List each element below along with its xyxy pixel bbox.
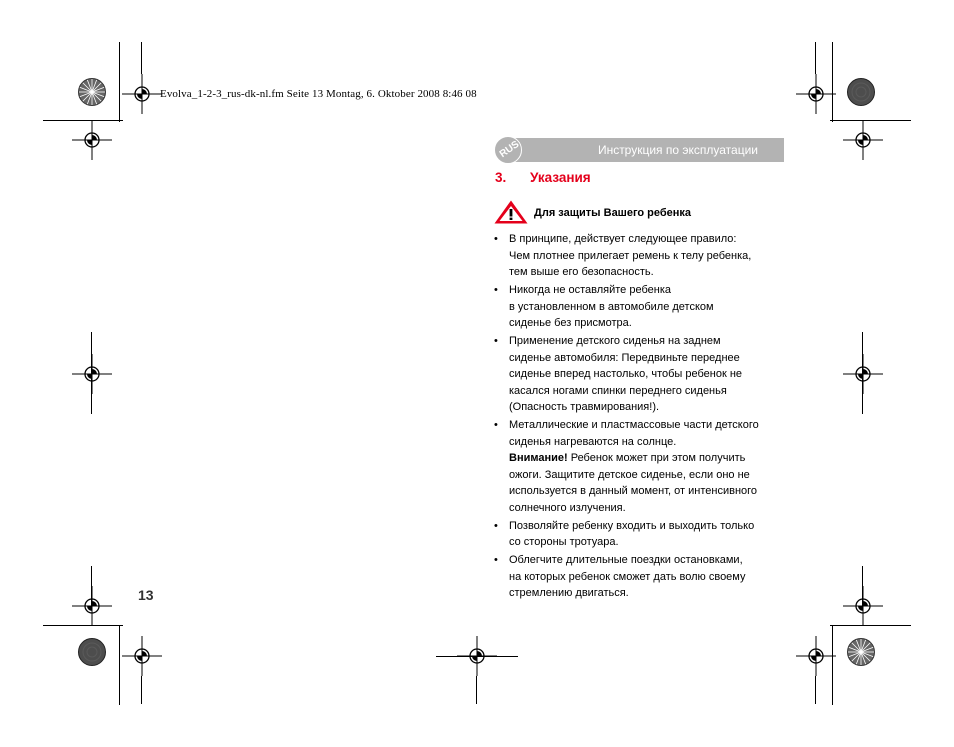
- list-item: [494, 518, 794, 551]
- list-item-line: используется в данный момент, от интенсивного: [509, 485, 758, 497]
- registration-mark-icon: [796, 74, 836, 114]
- section-number: 3.: [495, 170, 507, 185]
- language-badge: [494, 136, 522, 164]
- list-item: [494, 333, 794, 416]
- attention-line: [509, 450, 794, 467]
- list-item-line: • Облегчите длительные поездки остановками,: [509, 554, 743, 566]
- registration-mark-icon: [796, 636, 836, 676]
- list-item-line: Чем плотнее прилегает ремень к телу ребенка,: [509, 249, 752, 262]
- registration-mark-icon: [72, 120, 112, 160]
- list-item: [494, 552, 794, 602]
- registration-mark-icon: [122, 74, 162, 114]
- list-item-line: сиденье без присмотра.: [509, 317, 632, 329]
- registration-mark-icon: [72, 354, 112, 394]
- list-item: [494, 417, 794, 516]
- list-item-line: сиденье автомобиля: Передвиньте переднее: [509, 351, 740, 364]
- list-item-line: стремлению двигаться.: [509, 587, 629, 599]
- list-item-line: • Металлические и пластмассовые части детского: [509, 419, 759, 431]
- registration-mark-icon: [122, 636, 162, 676]
- list-item: [494, 282, 794, 332]
- instructions-list: [494, 231, 794, 603]
- list-item-line: ожоги. Защитите детское сиденье, если оно не: [509, 468, 750, 481]
- warning-title: Для защиты Вашего ребенка: [534, 207, 692, 219]
- list-item-line: солнечного излучения.: [509, 501, 626, 514]
- section-title-text: Указания: [530, 170, 591, 185]
- list-item-line: сиденья нагреваются на солнце.: [509, 435, 677, 448]
- crop-mark-line: [141, 42, 142, 74]
- crop-mark-line: [862, 566, 863, 606]
- registration-mark-icon: [843, 354, 883, 394]
- gray-target-icon: [847, 78, 875, 106]
- attention-label: Внимание!: [509, 452, 568, 464]
- crop-mark-line: [815, 676, 816, 704]
- gray-target-icon: [78, 638, 106, 666]
- crop-mark-line: [141, 676, 142, 704]
- crop-mark-line: [476, 676, 477, 704]
- list-item-line: (Опасность травмирования!).: [509, 401, 660, 413]
- list-item-line: • Позволяйте ребенку входить и выходить только: [509, 519, 755, 532]
- registration-mark-icon: [843, 586, 883, 626]
- crop-mark-line: [91, 566, 92, 606]
- list-item-line: тем выше его безопасность.: [509, 266, 654, 278]
- crop-mark-line: [436, 656, 518, 657]
- header-title: Инструкция по эксплуатации: [597, 143, 758, 157]
- list-item-line: • Применение детского сиденья на заднем: [509, 335, 721, 347]
- registration-mark-icon: [72, 586, 112, 626]
- list-item-line: сиденье вперед настолько, чтобы ребенок не: [509, 368, 743, 380]
- registration-mark-icon: [843, 120, 883, 160]
- list-item-line: касался ногами спинки переднего сиденья: [509, 384, 727, 397]
- list-item-line: со стороны тротуара.: [509, 536, 619, 548]
- sunburst-target-icon: [847, 638, 875, 666]
- crop-mark-line: [91, 332, 92, 414]
- warning-triangle-icon: [493, 199, 529, 225]
- list-item-line: • Никогда не оставляйте ребенка: [509, 284, 672, 296]
- section-title: [495, 170, 591, 185]
- language-badge-label: RUS: [497, 138, 522, 161]
- list-item: [494, 231, 794, 281]
- list-item-line: на которых ребенок сможет дать волю своему: [509, 570, 746, 583]
- sunburst-target-icon: [78, 78, 106, 106]
- list-item-line: • В принципе, действует следующее правило:: [509, 233, 737, 245]
- crop-mark-line: [815, 42, 816, 74]
- file-info: Evolva_1-2-3_rus-dk-nl.fm Seite 13 Montag, 6. Oktober 2008 8:46 08: [160, 88, 477, 100]
- header-bar: [507, 138, 784, 162]
- crop-mark-line: [862, 332, 863, 414]
- list-item-line: в установленном в автомобиле детском: [509, 300, 714, 313]
- page-number: 13: [138, 587, 154, 603]
- attention-text: Ребенок может при этом получить: [567, 452, 746, 464]
